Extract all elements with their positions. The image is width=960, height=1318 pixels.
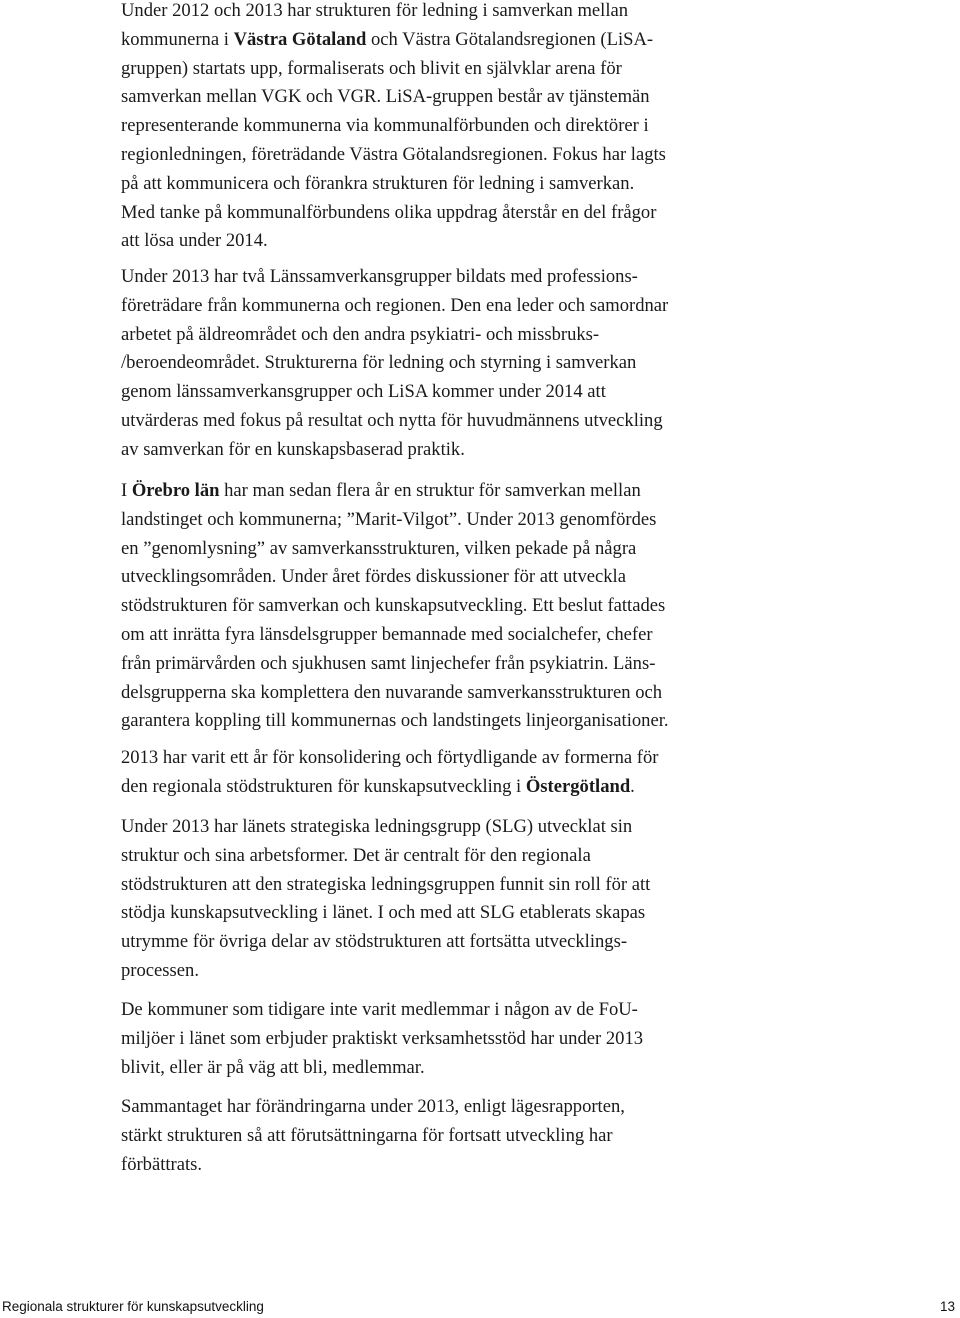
page-footer [0, 1299, 960, 1317]
text-run: . [630, 775, 635, 797]
text-line [121, 321, 668, 350]
text-line [121, 707, 669, 736]
text-line [121, 957, 650, 986]
text-line [121, 55, 666, 84]
text-run: Under 2013 har två Länssamverkansgrupper bildats med professions- [121, 266, 638, 287]
text-line [121, 842, 650, 871]
text-run: garantera koppling till kommunernas och landstingets linjeorganisationer. [121, 710, 669, 732]
text-run: landstinget och kommunerna; ”Marit-Vilgot”. Under 2013 genomfördes [121, 508, 657, 530]
text-run: stödstrukturen för samverkan och kunskapsutveckling. Ett beslut fattades [121, 595, 666, 617]
text-run: representerande kommunerna via kommunalförbunden och direktörer i [121, 115, 649, 137]
text-run: stödja kunskapsutveckling i länet. I och med att SLG etablerats skapas [121, 902, 646, 924]
text-run: I [121, 480, 132, 501]
text-line [121, 0, 666, 26]
text-line [121, 407, 668, 436]
text-run: förbättrats. [121, 1153, 203, 1175]
text-line [121, 813, 650, 842]
text-run: utvecklingsområden. Under året fördes diskussioner för att utveckla [121, 566, 626, 588]
text-line [121, 928, 650, 957]
text-run: den regionala stödstrukturen för kunskapsutveckling i [121, 775, 526, 797]
paragraph [121, 477, 669, 736]
text-line [121, 621, 669, 650]
paragraph [121, 813, 650, 986]
text-line [121, 112, 666, 141]
text-run: De kommuner som tidigare inte varit medlemmar i någon av de FoU- [121, 999, 638, 1020]
text-line [121, 563, 669, 592]
text-run: struktur och sina arbetsformer. Det är centralt för den regionala [121, 844, 591, 866]
text-line [121, 349, 668, 378]
text-run: samverkan mellan VGK och VGR. LiSA-gruppen består av tjänstemän [121, 86, 650, 108]
text-run: Under 2012 och 2013 har strukturen för ledning i samverkan mellan [121, 0, 629, 21]
text-line [121, 1025, 643, 1054]
text-run: utvärderas med fokus på resultat och nytta för huvudmännens utveckling [121, 409, 663, 431]
text-line [121, 292, 668, 321]
text-run: gruppen) startats upp, formaliserats och blivit en självklar arena för [121, 57, 622, 79]
text-run: företrädare från kommunerna och regionen. Den ena leder och samordnar [121, 294, 669, 316]
text-line [121, 679, 669, 708]
text-run: stödstrukturen att den strategiska ledningsgruppen funnit sin roll för att [121, 873, 651, 895]
text-run: arbetet på äldreområdet och den andra psykiatri- och missbruks- [121, 323, 600, 345]
text-run: utrymme för övriga delar av stödstrukturen att fortsätta utvecklings- [121, 931, 628, 953]
text-line [121, 871, 650, 900]
text-run: Under 2013 har länets strategiska ledningsgrupp (SLG) utvecklat sin [121, 816, 633, 837]
text-run: Med tanke på kommunalförbundens olika uppdrag återstår en del frågor [121, 201, 657, 223]
text-line [121, 227, 666, 256]
text-line [121, 1093, 625, 1122]
text-run: på att kommunicera och förankra strukturen för ledning i samverkan. [121, 172, 635, 194]
text-line [121, 141, 666, 170]
text-run: av samverkan för en kunskapsbaserad praktik. [121, 438, 465, 460]
footer-title: Regionala strukturer för kunskapsutveckling [2, 1299, 264, 1314]
text-run: stärkt strukturen så att förutsättningarna för fortsatt utveckling har [121, 1124, 613, 1146]
page-number: 13 [939, 1299, 955, 1314]
text-run: om att inrätta fyra länsdelsgrupper bemannade med socialchefer, chefer [121, 623, 653, 645]
paragraph [121, 1093, 625, 1179]
text-run: genom länssamverkansgrupper och LiSA kommer under 2014 att [121, 381, 606, 403]
text-run: och Västra Götalandsregionen (LiSA- [366, 28, 654, 50]
bold-text: Västra Götaland [233, 28, 367, 50]
text-run: från primärvården och sjukhusen samt linjechefer från psykiatrin. Läns- [121, 652, 656, 674]
text-run: miljöer i länet som erbjuder praktiskt verksamhetsstöd har under 2013 [121, 1027, 644, 1049]
paragraph [121, 263, 668, 465]
text-line [121, 650, 669, 679]
text-line [121, 773, 659, 802]
text-line [121, 199, 666, 228]
text-run: att lösa under 2014. [121, 230, 268, 252]
text-run: blivit, eller är på väg att bli, medlemmar. [121, 1056, 425, 1078]
text-line [121, 899, 650, 928]
text-line [121, 263, 668, 292]
text-run: en ”genomlysning” av samverkansstrukturen, vilken pekade på några [121, 537, 637, 559]
text-line [121, 506, 669, 535]
bold-text: Östergötland [525, 775, 631, 797]
paragraph [121, 0, 666, 256]
text-run: 2013 har varit ett år för konsolidering och förtydligande av formerna för [121, 747, 659, 768]
text-line [121, 744, 659, 773]
text-line [121, 83, 666, 112]
bold-text: Örebro län [131, 480, 220, 501]
text-line [121, 535, 669, 564]
paragraph [121, 996, 643, 1082]
text-line [121, 1151, 625, 1180]
text-run: processen. [121, 959, 199, 981]
text-line [121, 477, 669, 506]
text-line [121, 996, 643, 1025]
text-line [121, 592, 669, 621]
text-line [121, 170, 666, 199]
text-run: delsgrupperna ska komplettera den nuvarande samverkansstrukturen och [121, 681, 663, 703]
text-line [121, 1054, 643, 1083]
text-run: regionledningen, företrädande Västra Götalandsregionen. Fokus har lagts [121, 143, 666, 165]
text-line [121, 436, 668, 465]
paragraph [121, 744, 659, 802]
text-run: har man sedan flera år en struktur för samverkan mellan [219, 480, 641, 501]
text-line [121, 1122, 625, 1151]
text-run: kommunerna i [121, 28, 234, 50]
text-line [121, 378, 668, 407]
text-run: /beroendeområdet. Strukturerna för ledning och styrning i samverkan [121, 352, 637, 374]
text-line [121, 26, 666, 55]
text-run: Sammantaget har förändringarna under 2013, enligt lägesrapporten, [121, 1096, 625, 1117]
